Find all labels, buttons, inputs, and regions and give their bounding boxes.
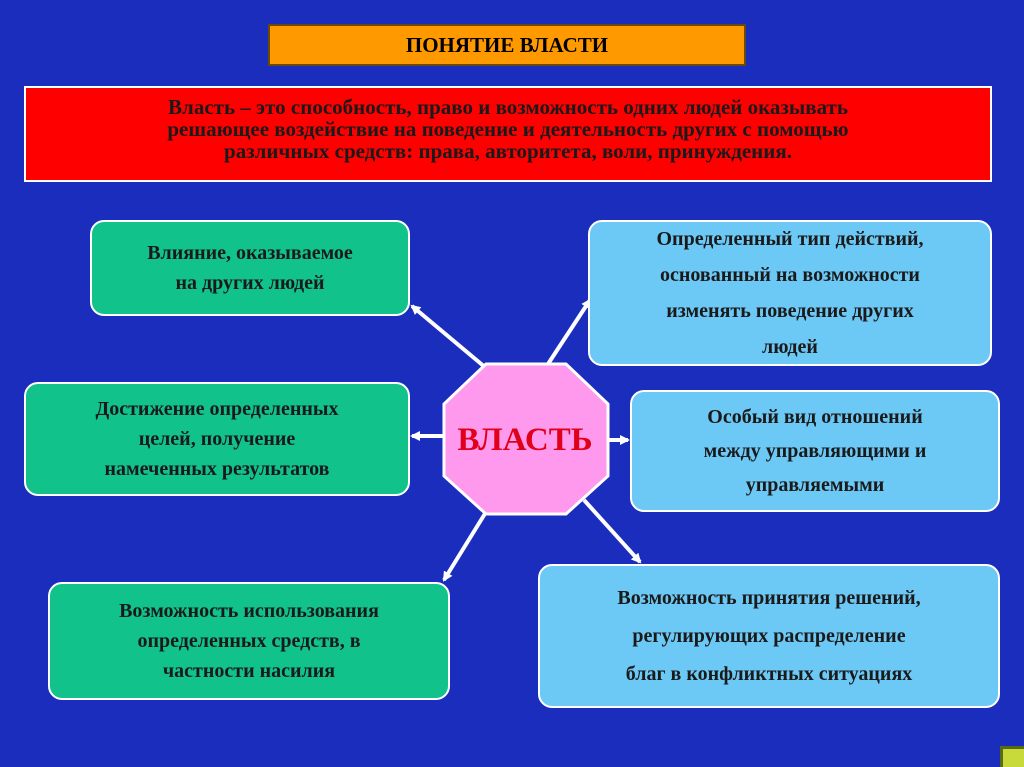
node-line: между управляющими и bbox=[703, 440, 927, 462]
slide-corner-mark bbox=[1000, 746, 1024, 767]
node-action-type bbox=[588, 220, 992, 366]
arrow-to-top-right bbox=[548, 300, 590, 364]
node-line: Возможность принятия решений, bbox=[617, 587, 921, 609]
node-relations bbox=[630, 390, 1000, 512]
arrow-to-bottom-left bbox=[444, 512, 486, 580]
node-line: на других людей bbox=[175, 272, 325, 294]
node-line: основанный на возможности bbox=[660, 264, 920, 286]
node-line: определенных средств, в bbox=[137, 630, 361, 652]
node-line: целей, получение bbox=[138, 428, 296, 450]
node-line: Особый вид отношений bbox=[707, 406, 923, 428]
node-influence bbox=[90, 220, 410, 316]
node-line: людей bbox=[762, 336, 818, 358]
node-means-usage bbox=[48, 582, 450, 700]
node-decision-making bbox=[538, 564, 1000, 708]
arrow-to-bottom-right bbox=[584, 500, 640, 562]
node-line: благ в конфликтных ситуациях bbox=[625, 663, 913, 685]
node-line: Влияние, оказываемое bbox=[147, 242, 353, 264]
node-goal-achievement bbox=[24, 382, 410, 496]
center-label: ВЛАСТЬ bbox=[457, 421, 593, 458]
definition-line-2: решающее воздействие на поведение и деятельность других с помощью bbox=[167, 117, 849, 141]
node-line: управляемыми bbox=[745, 474, 885, 496]
node-line: намеченных результатов bbox=[104, 458, 330, 480]
node-line: частности насилия bbox=[162, 660, 336, 682]
node-line: Возможность использования bbox=[119, 600, 379, 622]
node-line: регулирующих распределение bbox=[632, 625, 906, 647]
node-line: Достижение определенных bbox=[95, 398, 339, 420]
arrow-to-top-left bbox=[412, 306, 486, 368]
slide-title-text: ПОНЯТИЕ ВЛАСТИ bbox=[405, 32, 609, 57]
node-line: изменять поведение других bbox=[666, 300, 914, 322]
definition-line-3: различных средств: права, авторитета, воли, принуждения. bbox=[224, 139, 792, 163]
node-line: Определенный тип действий, bbox=[656, 228, 924, 250]
definition-line-1: Власть – это способность, право и возможность одних людей оказывать bbox=[168, 95, 848, 119]
